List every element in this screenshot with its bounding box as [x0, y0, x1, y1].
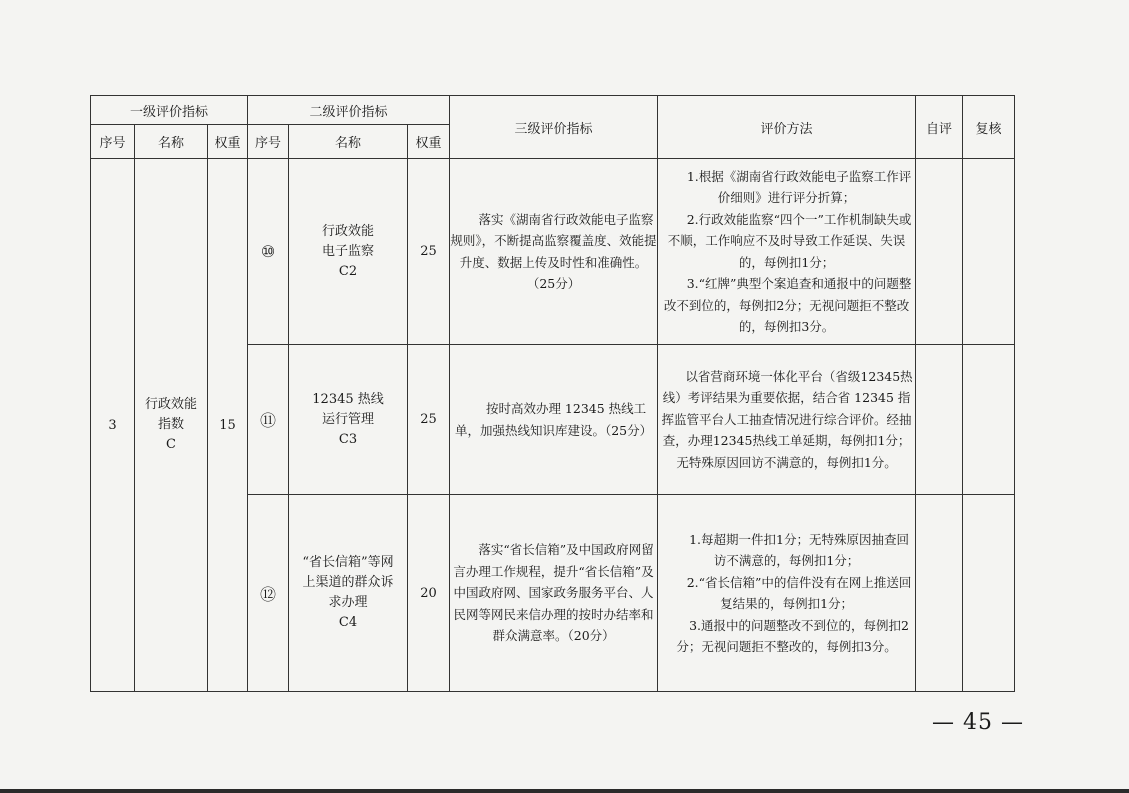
level2-name-line: “省长信箱”等网	[302, 555, 394, 570]
review-cell[interactable]	[963, 345, 1015, 495]
method-text	[658, 345, 916, 495]
header-level1-group: 一级评价指标	[91, 96, 248, 125]
header-method: 评价方法	[658, 96, 916, 159]
method-item: 2.行政效能监察“四个一”工作机制缺失或不顺，工作响应不及时导致工作延误、失误的，每例扣1分；	[667, 211, 912, 270]
level2-weight: 25	[408, 345, 450, 495]
level2-weight: 20	[408, 495, 450, 692]
level1-name	[135, 159, 208, 692]
self-eval-cell[interactable]	[916, 345, 963, 495]
level2-name-line: 运行管理	[322, 411, 375, 427]
level1-name-line: 指数	[157, 417, 184, 432]
level2-name-line: 电子监察	[322, 243, 375, 259]
review-cell[interactable]	[963, 495, 1015, 692]
level2-name	[289, 495, 408, 692]
header-level2-group: 二级评价指标	[248, 96, 450, 125]
method-text	[658, 495, 916, 692]
header-level3: 三级评价指标	[450, 96, 658, 159]
header-self-eval: 自评	[916, 96, 963, 159]
level2-name-code: C2	[338, 263, 358, 279]
level2-name	[289, 345, 408, 495]
level3-paragraph: 落实“省长信箱”及中国政府网留言办理工作规程，提升“省长信箱”及中国政府网、国家政务服务平台、人民网等网民来信办理的按时办结率和群众满意率。（20分）	[453, 542, 654, 644]
method-item: 3.通报中的问题整改不到位的，每例扣2分；无视问题拒不整改的，每例扣3分。	[676, 617, 909, 654]
header-l1-name: 名称	[135, 125, 208, 159]
header-l2-weight: 权重	[408, 125, 450, 159]
table-row	[91, 159, 1015, 345]
level3-text	[450, 495, 658, 692]
method-item: 1.每超期一件扣1分；无特殊原因抽查回访不满意的，每例扣1分；	[689, 531, 909, 568]
level2-name-line: 上渠道的群众诉	[302, 575, 394, 590]
level2-name-code: C4	[338, 615, 358, 630]
level2-name	[289, 159, 408, 345]
header-review: 复核	[963, 96, 1015, 159]
level3-text	[450, 345, 658, 495]
level3-paragraph: 按时高效办理 12345 热线工单，加强热线知识库建设。（25分）	[454, 401, 653, 438]
self-eval-cell[interactable]	[916, 495, 963, 692]
level1-weight: 15	[208, 159, 248, 692]
level2-no: ⑩	[248, 159, 289, 345]
method-text	[658, 159, 916, 345]
header-l2-no: 序号	[248, 125, 289, 159]
level1-no: 3	[91, 159, 135, 692]
method-item: 以省营商环境一体化平台（省级12345热线）考评结果为重要依据，结合省 12345 指挥监管平台人工抽查情况进行综合评价。经抽查，办理12345热线工单延期，每例扣1分；无特殊原因回访不满意的，每例扣1分。	[661, 368, 913, 470]
level2-name-line: 12345 热线	[312, 391, 384, 407]
method-item: 2.“省长信箱”中的信件没有在网上推送回复结果的，每例扣1分；	[686, 574, 912, 611]
self-eval-cell[interactable]	[916, 159, 963, 345]
level2-name-line: 求办理	[328, 595, 368, 610]
header-l1-no: 序号	[91, 125, 135, 159]
evaluation-table	[90, 95, 1015, 692]
level1-name-code: C	[166, 437, 176, 452]
page-number: — 45 —	[932, 710, 1024, 735]
header-l1-weight: 权重	[208, 125, 248, 159]
level1-name-line: 行政效能	[144, 397, 197, 412]
level2-no: ⑪	[248, 345, 289, 495]
level2-name-code: C3	[338, 431, 358, 447]
page-edge-divider	[0, 789, 1129, 793]
level3-text	[450, 159, 658, 345]
level2-no: ⑫	[248, 495, 289, 692]
header-l2-name: 名称	[289, 125, 408, 159]
method-item: 1.根据《湖南省行政效能电子监察工作评价细则》进行评分折算；	[686, 168, 912, 205]
level3-paragraph: 落实《湖南省行政效能电子监察规则》，不断提高监察覆盖度、效能提升度、数据上传及时性和准确性。（25分）	[450, 211, 657, 291]
header-row-top	[91, 96, 1015, 125]
review-cell[interactable]	[963, 159, 1015, 345]
level2-name-line: 行政效能	[322, 223, 375, 239]
level2-weight: 25	[408, 159, 450, 345]
method-item: 3.“红牌”典型个案追查和通报中的问题整改不到位的，每例扣2分；无视问题拒不整改的，每例扣3分。	[663, 276, 912, 334]
